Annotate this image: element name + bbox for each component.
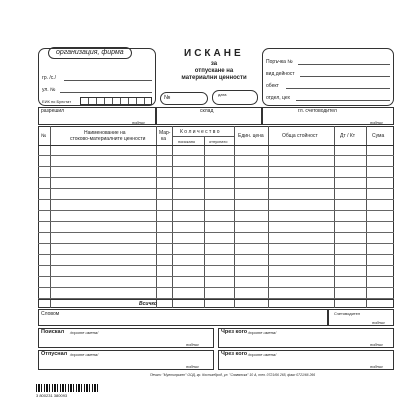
through-hint-2: /трите имена/ — [248, 352, 277, 357]
through-hint-1: /трите имена/ — [248, 330, 277, 335]
org-label: организация, фирма — [56, 49, 124, 56]
col-dt-kt-header: Дт / Кт — [340, 133, 356, 139]
accountant-sign: подпис — [370, 120, 384, 125]
permitted-sign: подпис — [132, 120, 146, 125]
accountant2-sign: подпис — [372, 320, 386, 325]
issued-hint: /трите имена/ — [70, 352, 99, 357]
through-sign-1: подпис — [370, 342, 384, 347]
accountant-label: гл. счетоводител — [298, 108, 337, 114]
col-issued-header: отпуснато — [209, 139, 228, 144]
barcode — [36, 384, 98, 392]
total-row-line — [38, 299, 394, 300]
city-line[interactable] — [64, 80, 152, 81]
object-line[interactable] — [286, 88, 390, 89]
col-name-header-2: стоково-материалните ценности — [70, 136, 146, 142]
order-line[interactable] — [298, 64, 390, 65]
subtitle-line3: материални ценности — [181, 75, 247, 81]
col-unit-price-header: Един. цена — [238, 133, 264, 139]
issued-sign: подпис — [186, 364, 200, 369]
order-label: Поръчка № — [266, 59, 293, 65]
warehouse-label: склад — [200, 108, 214, 114]
through-sign-2: подпис — [370, 364, 384, 369]
col-sum-header: Сума — [372, 133, 385, 139]
city-label: гр. /с./ — [42, 75, 57, 81]
col-requested-header: поискано — [178, 139, 196, 144]
requisition-form — [36, 44, 396, 382]
requested-label: Поискал — [41, 329, 65, 335]
printer-text: Печат: "Мултипринт" ООД, гр. Костинброд, ул. "Славянска" 10 А, тел. 0721/66 265, факс 0721/66 266 — [150, 373, 316, 377]
object-label: обект — [266, 83, 279, 89]
dept-label: отдел, цех — [266, 95, 291, 101]
page-title: ИСКАНЕ — [184, 48, 244, 59]
bulstat-label: ЕИК по Булстат — [42, 99, 72, 104]
date-label: дата — [218, 92, 227, 97]
accountant2-label: Счетоводител — [334, 311, 361, 316]
activity-line[interactable] — [300, 76, 390, 77]
qty-subheader-line — [172, 136, 234, 137]
permitted-label: разрешил — [41, 108, 65, 114]
barcode-text: 3 800231 380093 — [36, 393, 68, 398]
requested-sign: подпис — [186, 342, 200, 347]
table-body-rows[interactable] — [38, 145, 394, 299]
col-no-header: № — [41, 133, 47, 139]
street-line[interactable] — [60, 92, 152, 93]
words-box[interactable] — [38, 309, 328, 326]
through-label-1: Чрез кого — [221, 329, 248, 335]
subtitle-line2: отпускане на — [194, 68, 234, 74]
col-qty-header: К о л и ч е с т в о — [180, 129, 220, 135]
col-name-header-1: Наименование на — [84, 130, 126, 136]
requested-hint: /трите имена/ — [70, 330, 99, 335]
subtitle-line1: за — [210, 61, 218, 67]
dept-line[interactable] — [296, 100, 390, 101]
through-label-2: Чрез кого — [221, 351, 248, 357]
bulstat-cells[interactable] — [80, 97, 152, 105]
number-label: № — [164, 95, 171, 101]
words-label: Словом — [41, 311, 60, 317]
activity-label: вид дейност — [266, 71, 295, 77]
issued-label: Отпуснал — [41, 351, 68, 357]
total-label: Всичко — [139, 301, 157, 307]
col-total-header: Обща стойност — [282, 133, 318, 139]
col-mark-header-1: Мар- — [159, 130, 171, 136]
street-label: ул. № — [42, 87, 56, 93]
col-mark-header-2: ка — [161, 136, 167, 142]
